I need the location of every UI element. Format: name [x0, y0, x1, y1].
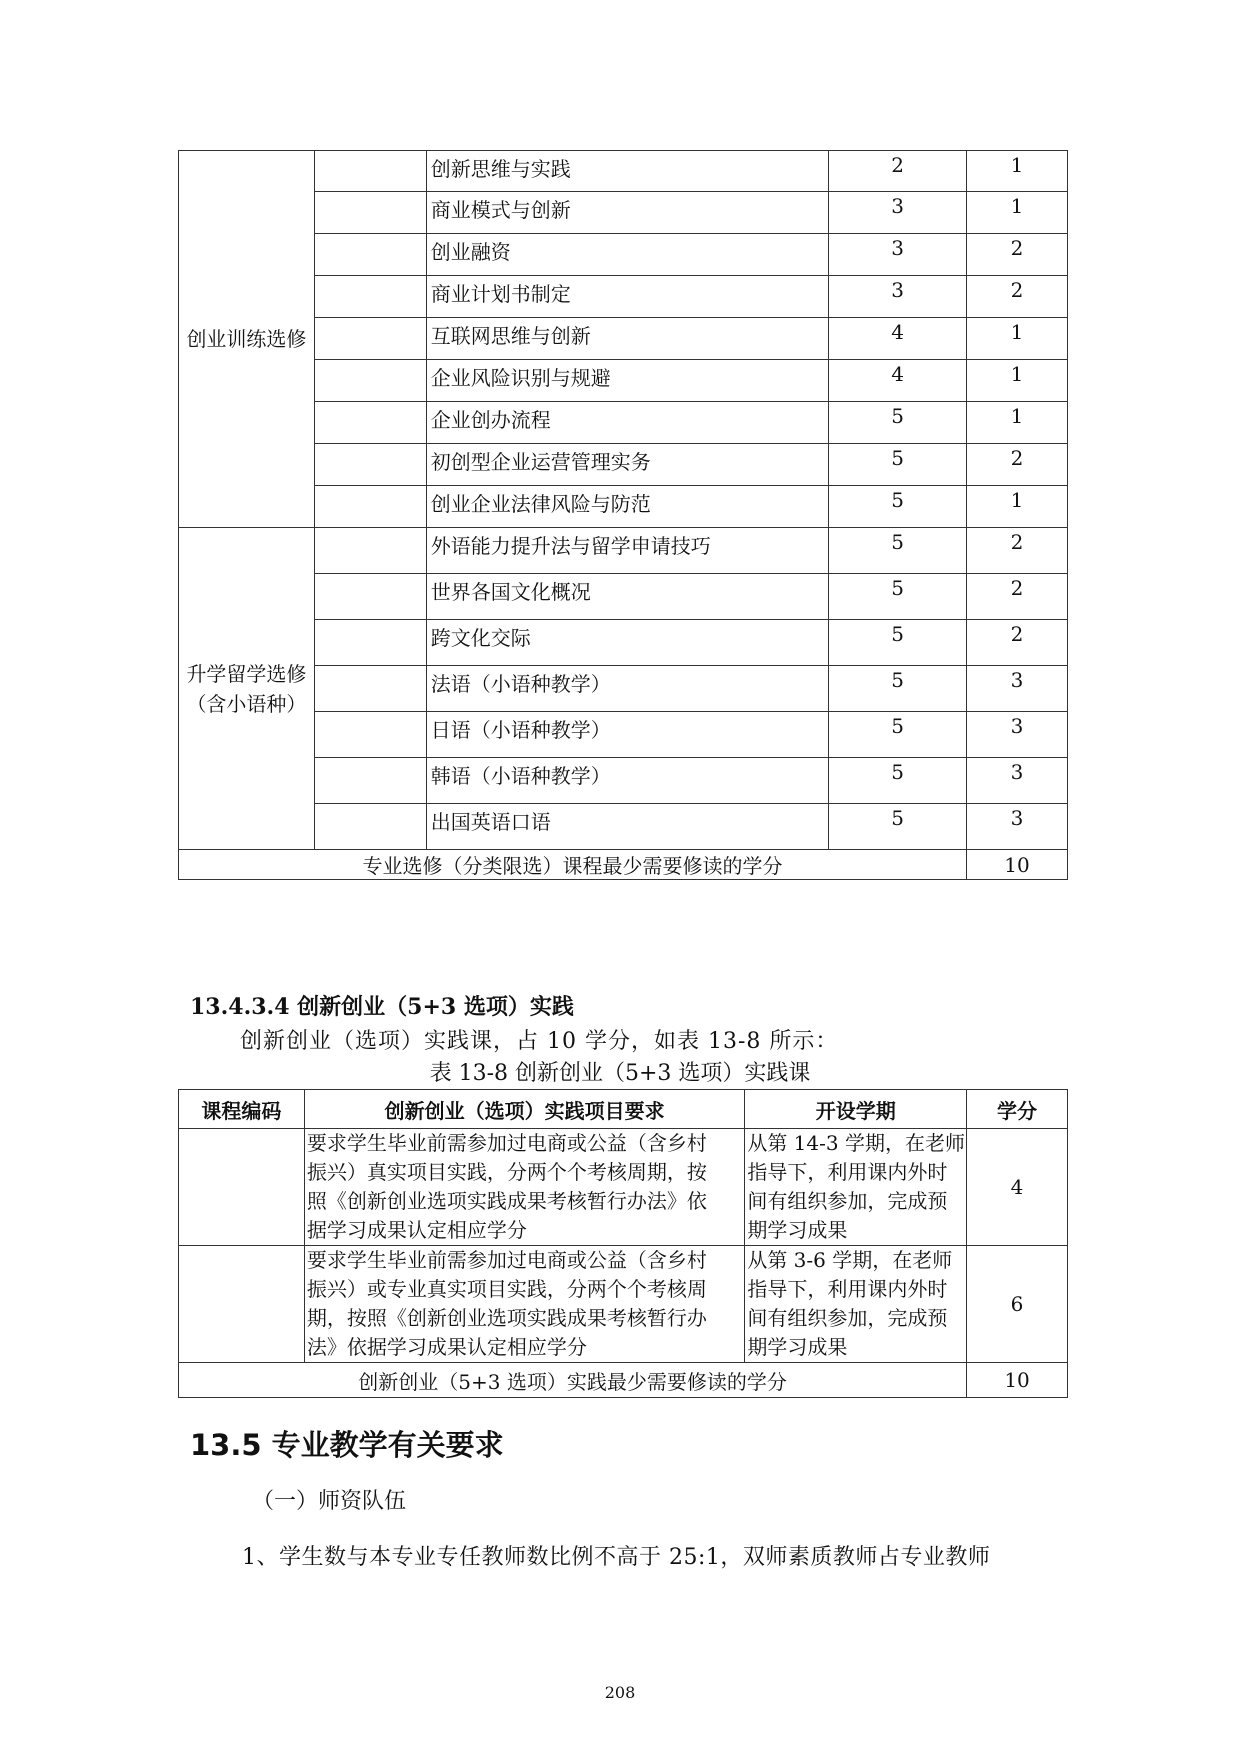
course-name: 韩语（小语种教学） — [426, 758, 829, 804]
credit: 3 — [967, 758, 1068, 804]
course-name: 跨文化交际 — [426, 620, 829, 666]
semester: 3 — [829, 276, 967, 318]
course-name: 企业创办流程 — [426, 402, 829, 444]
semester-line: 从第 14-3 学期，在老师 — [747, 1131, 965, 1155]
credit: 1 — [967, 486, 1068, 528]
course-name: 日语（小语种教学） — [426, 712, 829, 758]
semester: 5 — [829, 804, 967, 850]
course-code-cell — [314, 620, 426, 666]
credit: 3 — [967, 666, 1068, 712]
requirement-line: 振兴）或专业真实项目实践，分两个个考核周 — [306, 1277, 707, 1301]
credit: 1 — [967, 318, 1068, 360]
semester: 5 — [829, 712, 967, 758]
semester: 5 — [829, 666, 967, 712]
credit: 4 — [967, 1129, 1068, 1246]
section-heading-13-4-3-4: 13.4.3.4 创新创业（5+3 选项）实践 — [190, 994, 574, 1020]
credit: 1 — [967, 192, 1068, 234]
course-name: 法语（小语种教学） — [426, 666, 829, 712]
semester: 3 — [829, 192, 967, 234]
course-code-cell — [314, 192, 426, 234]
course-code-cell — [314, 151, 426, 192]
header-course-code: 课程编码 — [179, 1090, 305, 1129]
semester-line: 指导下，利用课内外时 — [747, 1160, 948, 1184]
course-code-cell — [314, 804, 426, 850]
credit: 2 — [967, 444, 1068, 486]
semester-line: 间有组织参加，完成预 — [747, 1189, 948, 1213]
elective-course-table — [178, 150, 1068, 880]
course-name: 初创型企业运营管理实务 — [426, 444, 829, 486]
course-code-cell — [314, 528, 426, 574]
requirement-line: 要求学生毕业前需参加过电商或公益（含乡村 — [306, 1248, 707, 1272]
table-header-row — [179, 1090, 1068, 1129]
semester-line: 期学习成果 — [747, 1335, 848, 1359]
semester: 4 — [829, 360, 967, 402]
course-name: 商业计划书制定 — [426, 276, 829, 318]
semester: 2 — [829, 151, 967, 192]
category-cell — [179, 151, 315, 528]
course-code-cell — [314, 712, 426, 758]
credit: 6 — [967, 1246, 1068, 1363]
semester-line: 从第 3-6 学期，在老师 — [747, 1248, 953, 1272]
course-name: 外语能力提升法与留学申请技巧 — [426, 528, 829, 574]
table-row — [179, 151, 1068, 192]
course-code-cell — [314, 574, 426, 620]
semester-cell — [745, 1129, 967, 1246]
semester-line: 间有组织参加，完成预 — [747, 1306, 948, 1330]
credit: 3 — [967, 804, 1068, 850]
section-heading-13-5: 13.5 专业教学有关要求 — [190, 1428, 504, 1462]
course-name: 创新思维与实践 — [426, 151, 829, 192]
page-number: 208 — [604, 1683, 636, 1702]
requirement-cell — [304, 1246, 744, 1363]
header-credit: 学分 — [967, 1090, 1068, 1129]
semester-cell — [745, 1246, 967, 1363]
category-label: 升学留学选修 — [186, 661, 307, 686]
credit: 1 — [967, 360, 1068, 402]
credit: 1 — [967, 402, 1068, 444]
section-intro: 创新创业（选项）实践课，占 10 学分，如表 13-8 所示： — [240, 1029, 839, 1054]
paragraph: 1、学生数与本专业专任教师数比例不高于 25:1，双师素质教师占专业教师 — [242, 1545, 991, 1570]
practice-table — [178, 1089, 1068, 1398]
semester: 4 — [829, 318, 967, 360]
course-name: 出国英语口语 — [426, 804, 829, 850]
table-caption: 表 13-8 创新创业（5+3 选项）实践课 — [429, 1061, 811, 1086]
semester: 5 — [829, 758, 967, 804]
requirement-line: 照《创新创业选项实践成果考核暂行办法》依 — [306, 1189, 707, 1213]
category-label: （含小语种） — [186, 691, 307, 716]
course-code-cell — [179, 1246, 305, 1363]
credit: 2 — [967, 276, 1068, 318]
credit: 1 — [967, 151, 1068, 192]
credit: 2 — [967, 574, 1068, 620]
semester: 5 — [829, 528, 967, 574]
course-name: 创业融资 — [426, 234, 829, 276]
summary-value: 10 — [967, 850, 1068, 880]
course-code-cell — [314, 276, 426, 318]
table-row — [179, 1129, 1068, 1246]
semester: 5 — [829, 486, 967, 528]
credit: 2 — [967, 234, 1068, 276]
summary-label: 专业选修（分类限选）课程最少需要修读的学分 — [179, 850, 967, 880]
semester-line: 指导下，利用课内外时 — [747, 1277, 948, 1301]
category-cell — [179, 528, 315, 850]
table-row — [179, 528, 1068, 574]
semester: 5 — [829, 620, 967, 666]
requirement-cell — [304, 1129, 744, 1246]
requirement-line: 期，按照《创新创业选项实践成果考核暂行办 — [306, 1306, 707, 1330]
category-label: 创业训练选修 — [186, 327, 307, 351]
requirement-line: 要求学生毕业前需参加过电商或公益（含乡村 — [306, 1131, 707, 1155]
course-code-cell — [314, 444, 426, 486]
credit: 2 — [967, 620, 1068, 666]
course-name: 创业企业法律风险与防范 — [426, 486, 829, 528]
semester: 5 — [829, 574, 967, 620]
course-code-cell — [179, 1129, 305, 1246]
credit: 2 — [967, 528, 1068, 574]
credit: 3 — [967, 712, 1068, 758]
semester-line: 期学习成果 — [747, 1218, 848, 1242]
header-requirement: 创新创业（选项）实践项目要求 — [304, 1090, 744, 1129]
summary-row — [179, 850, 1068, 880]
table-row — [179, 1246, 1068, 1363]
course-code-cell — [314, 318, 426, 360]
subsection-heading: （一）师资队伍 — [252, 1489, 407, 1514]
course-name: 商业模式与创新 — [426, 192, 829, 234]
course-name: 企业风险识别与规避 — [426, 360, 829, 402]
requirement-line: 振兴）真实项目实践，分两个个考核周期，按 — [306, 1160, 707, 1184]
course-code-cell — [314, 758, 426, 804]
semester: 5 — [829, 444, 967, 486]
requirement-line: 法》依据学习成果认定相应学分 — [306, 1335, 587, 1359]
summary-value: 10 — [967, 1363, 1068, 1398]
course-code-cell — [314, 486, 426, 528]
course-code-cell — [314, 234, 426, 276]
semester: 3 — [829, 234, 967, 276]
course-code-cell — [314, 360, 426, 402]
summary-label: 创新创业（5+3 选项）实践最少需要修读的学分 — [179, 1363, 967, 1398]
header-semester: 开设学期 — [745, 1090, 967, 1129]
course-name: 互联网思维与创新 — [426, 318, 829, 360]
course-code-cell — [314, 402, 426, 444]
summary-row — [179, 1363, 1068, 1398]
requirement-line: 据学习成果认定相应学分 — [306, 1218, 527, 1242]
course-code-cell — [314, 666, 426, 712]
semester: 5 — [829, 402, 967, 444]
course-name: 世界各国文化概况 — [426, 574, 829, 620]
